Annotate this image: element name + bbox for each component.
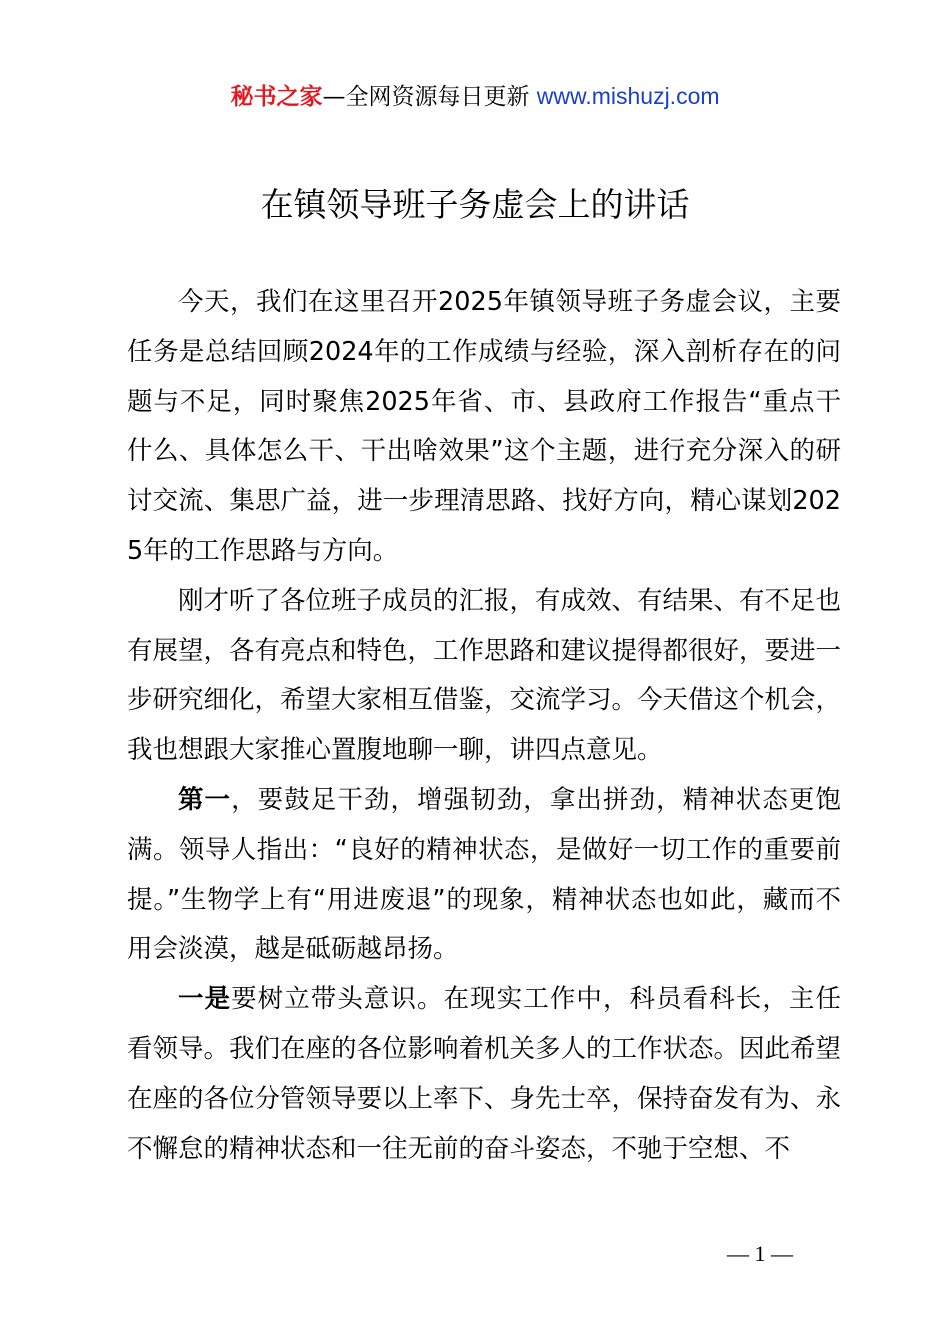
site-header [0,80,950,113]
paragraph [127,776,841,975]
paragraph-text: 今天，我们在这里召开2025年镇领导班子务虚会议，主要任务是总结回顾2024年的工作成绩与经验，深入剖析存在的问题与不足，同时聚焦2025年省、市、县政府工作报告“重点干什么、具体怎么干、干出啥效果”这个主题，进行充分深入的研讨交流、集思广益，进一步理清思路、找好方向，精心谋划2025年的工作思路与方向。 [127,287,841,566]
paragraph-text: ，要鼓足干劲，增强韧劲，拿出拼劲，精神状态更饱满。领导人指出：“良好的精神状态，是做好一切工作的重要前提。”生物学上有“用进废退”的现象，精神状态也如此，藏而不用会淡漠，越是砥砺越昂扬。 [127,784,841,965]
site-url-link[interactable]: www.mishuzj.com [536,83,720,109]
site-brand: 秘书之家 [230,84,323,110]
document-body [127,278,841,1174]
page-number: — 1 — [727,1241,793,1266]
paragraph-lead: 第一 [178,784,232,815]
paragraph [127,975,841,1174]
site-tagline: —全网资源每日更新 [322,84,530,110]
paragraph-lead: 一是 [178,984,232,1015]
paragraph-text: 要树立带头意识。在现实工作中，科员看科长，主任看领导。我们在座的各位影响着机关多人的工作状态。因此希望在座的各位分管领导要以上率下、身先士卒，保持奋发有为、永不懈怠的精神状态和一往无前的奋斗姿态，不驰于空想、不 [127,984,841,1164]
document-title: 在镇领导班子务虚会上的讲话 [260,185,690,224]
paragraph [127,577,841,776]
paragraph [127,278,841,577]
paragraph-text: 刚才听了各位班子成员的汇报，有成效、有结果、有不足也有展望，各有亮点和特色，工作思路和建议提得都很好，要进一步研究细化，希望大家相互借鉴，交流学习。今天借这个机会，我也想跟大家推心置腹地聊一聊，讲四点意见。 [127,585,841,766]
